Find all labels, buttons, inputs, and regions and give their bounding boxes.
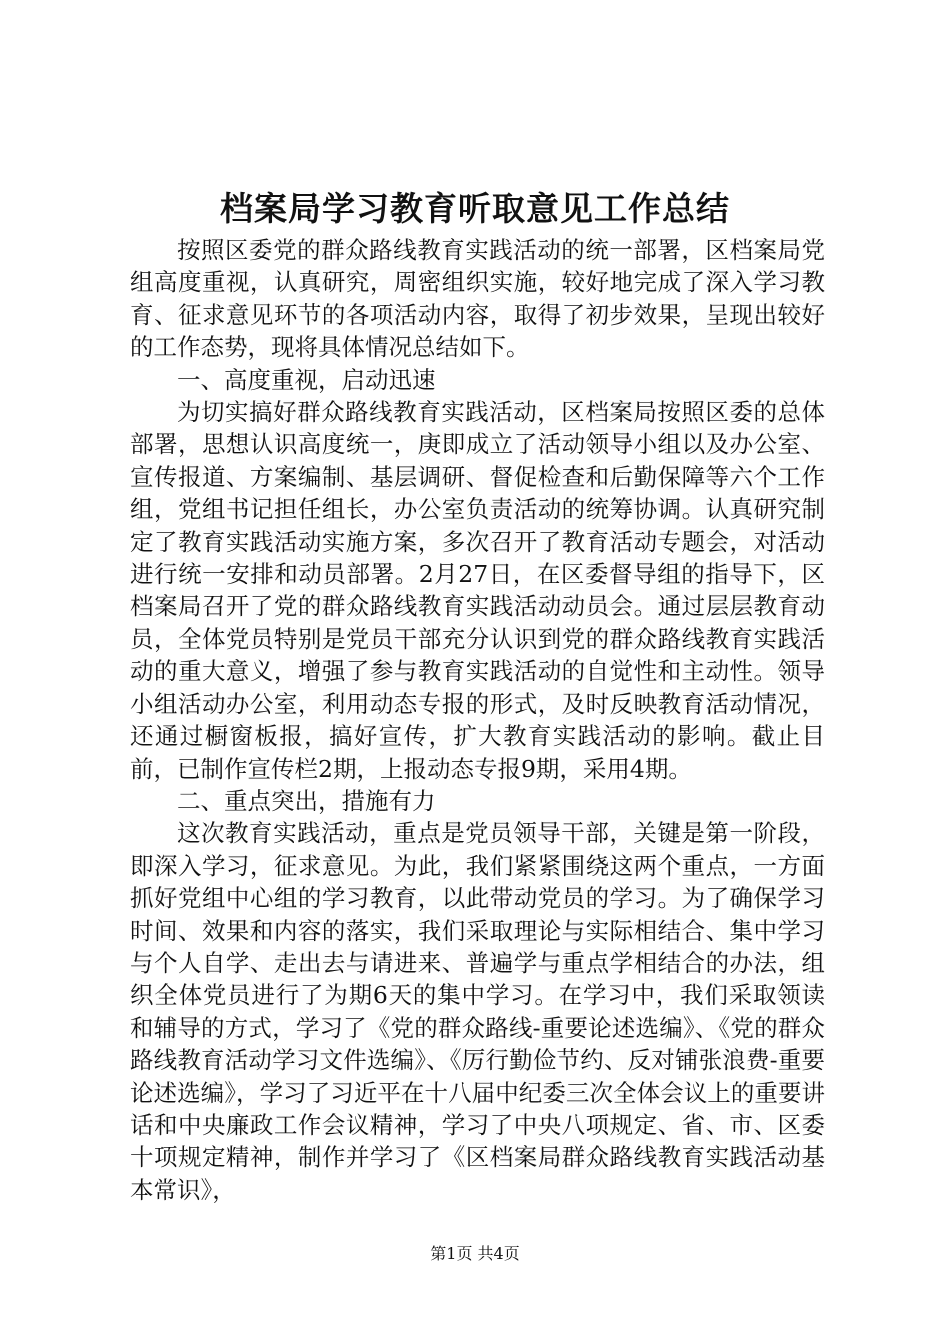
section-heading-2: 二、重点突出，措施有力 [177,786,436,815]
intro-paragraph: 按照区委党的群众路线教育实践活动的统一部署，区档案局党组高度重视，认真研究，周密组织实施，较好地完成了深入学习教育、征求意见环节的各项活动内容，取得了初步效果，呈现出较好的工作态势，现将具体情况总结如下。 [130,236,825,362]
section-1-paragraph: 为切实搞好群众路线教育实践活动，区档案局按照区委的总体部署，思想认识高度统一，庚即成立了活动领导小组以及办公室、宣传报道、方案编制、基层调研、督促检查和后勤保障等六个工作组，党组书记担任组长，办公室负责活动的统筹协调。认真研究制定了教育实践活动实施方案，多次召开了教育活动专题会，对活动进行统一安排和动员部署。2月27日，在区委督导组的指导下，区档案局召开了党的群众路线教育实践活动动员会。通过层层教育动员，全体党员特别是党员干部充分认识到党的群众路线教育实践活动的重大意义，增强了参与教育实践活动的自觉性和主动性。领导小组活动办公室，利用动态专报的形式，及时反映教育活动情况，还通过橱窗板报，搞好宣传，扩大教育实践活动的影响。截止目前，已制作宣传栏2期，上报动态专报9期，采用4期。 [130,398,825,783]
section-2-paragraph: 这次教育实践活动，重点是党员领导干部，关键是第一阶段，即深入学习，征求意见。为此，我们紧紧围绕这两个重点，一方面抓好党组中心组的学习教育，以此带动党员的学习。为了确保学习时间、效果和内容的落实，我们采取理论与实际相结合、集中学习与个人自学、走出去与请进来、普遍学与重点学相结合的办法，组织全体党员进行了为期6天的集中学习。在学习中，我们采取领读和辅导的方式，学习了《党的群众路线-重要论述选编》、《党的群众路线教育活动学习文件选编》、《厉行勤俭节约、反对铺张浪费-重要论述选编》，学习了习近平在十八届中纪委三次全体会议上的重要讲话和中央廉政工作会议精神，学习了中央八项规定、省、市、区委十项规定精神，制作并学习了《区档案局群众路线教育实践活动基本常识》， [130,819,825,1204]
document-title: 档案局学习教育听取意见工作总结 [220,189,730,228]
page-number-footer: 第1页 共4页 [430,1244,520,1263]
section-heading-1: 一、高度重视，启动迅速 [177,365,436,394]
document-body [130,234,825,1206]
